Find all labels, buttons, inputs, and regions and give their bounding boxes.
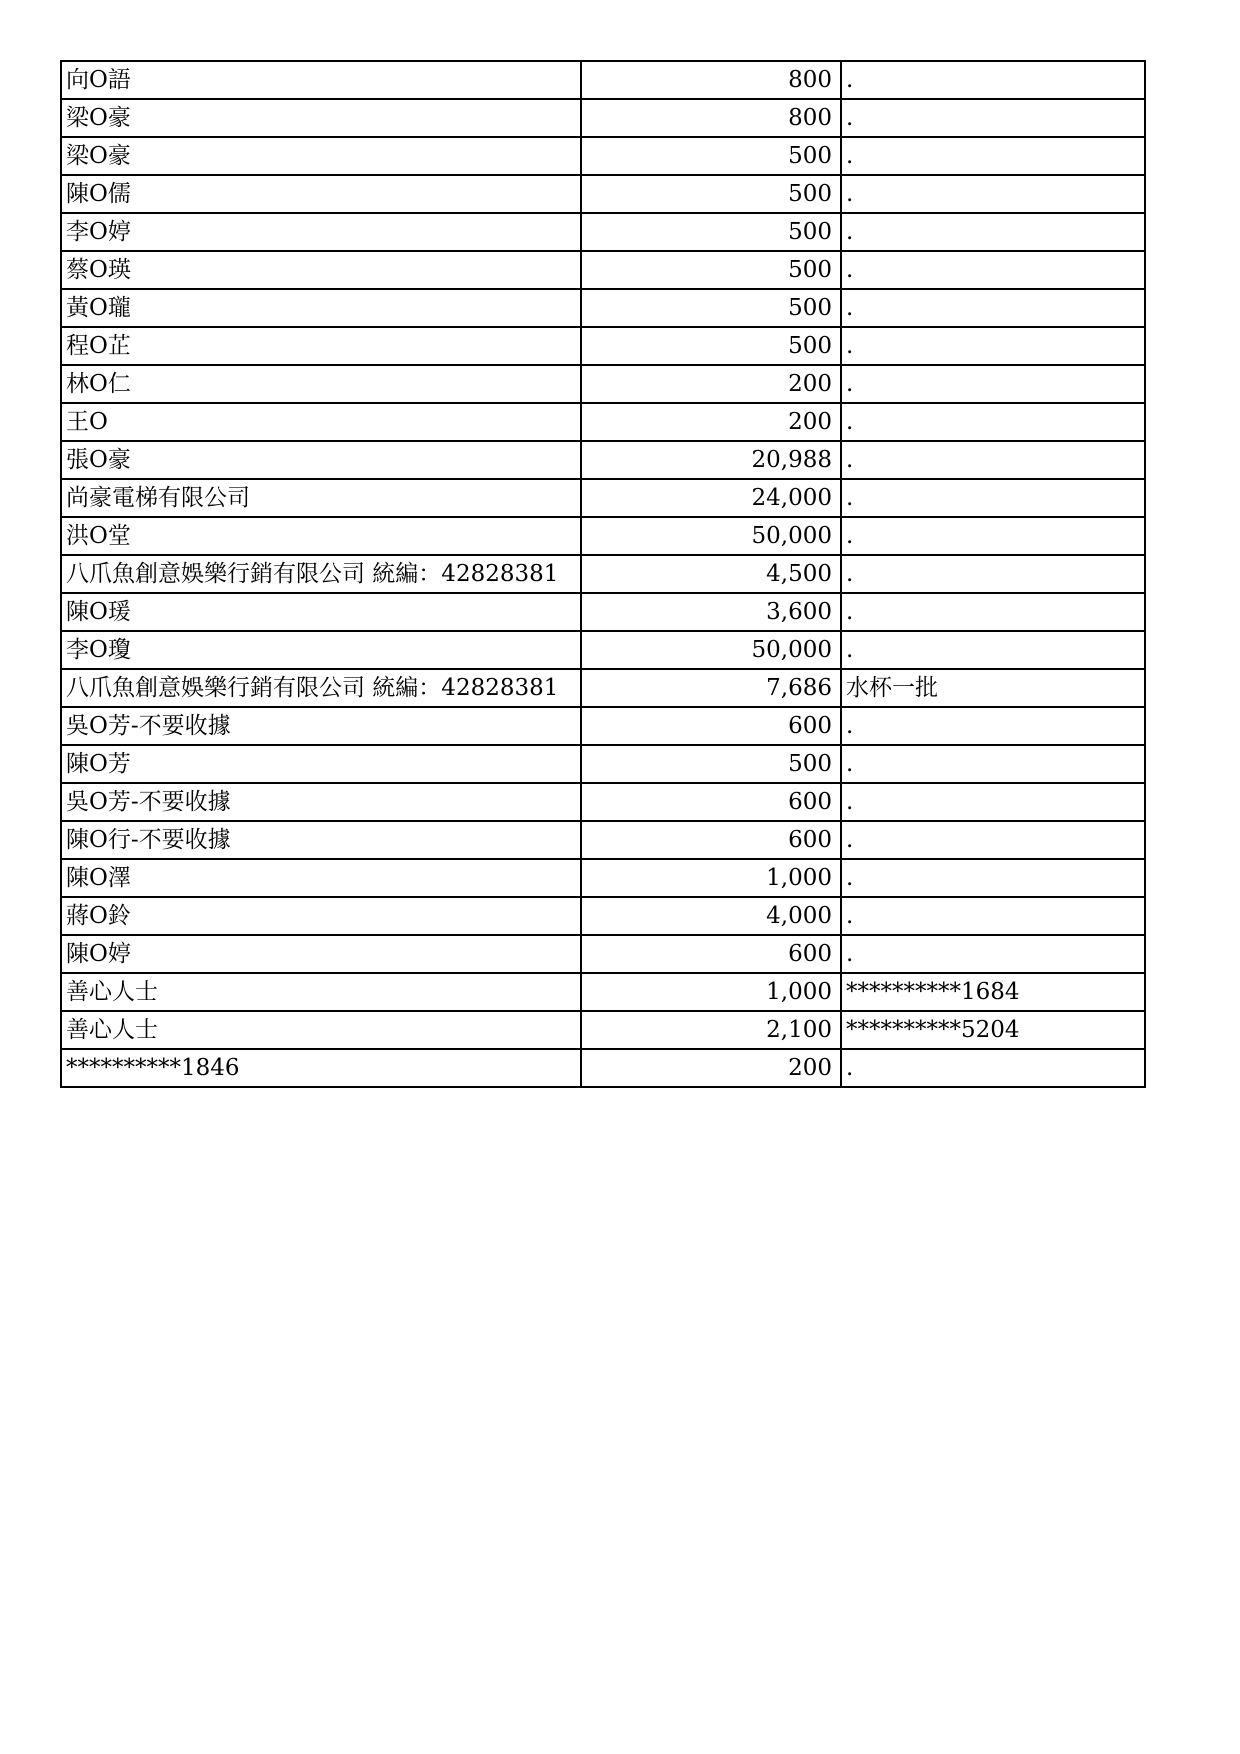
donor-name-cell: 蔡O瑛 — [61, 251, 581, 289]
donor-name-cell: 洪O堂 — [61, 517, 581, 555]
amount-cell: 600 — [581, 821, 841, 859]
note-cell: **********1684 — [841, 973, 1145, 1011]
table-row — [61, 251, 1145, 289]
note-cell: . — [841, 61, 1145, 99]
note-cell: . — [841, 1049, 1145, 1087]
table-row — [61, 935, 1145, 973]
note-cell: . — [841, 859, 1145, 897]
table-row — [61, 973, 1145, 1011]
note-cell: . — [841, 745, 1145, 783]
note-cell: . — [841, 289, 1145, 327]
donor-name-cell: 八爪魚創意娛樂行銷有限公司 統編：42828381 — [61, 555, 581, 593]
amount-cell: 3,600 — [581, 593, 841, 631]
donor-name-cell: 陳O芳 — [61, 745, 581, 783]
amount-cell: 500 — [581, 745, 841, 783]
donor-name-cell: 陳O婷 — [61, 935, 581, 973]
table-row — [61, 593, 1145, 631]
table-row — [61, 669, 1145, 707]
note-cell: . — [841, 327, 1145, 365]
donation-table-body — [61, 61, 1145, 1087]
note-cell: . — [841, 251, 1145, 289]
table-row — [61, 555, 1145, 593]
note-cell: . — [841, 783, 1145, 821]
amount-cell: 1,000 — [581, 973, 841, 1011]
donor-name-cell: 梁O豪 — [61, 137, 581, 175]
donor-name-cell: 陳O儒 — [61, 175, 581, 213]
amount-cell: 200 — [581, 365, 841, 403]
donor-name-cell: 八爪魚創意娛樂行銷有限公司 統編：42828381 — [61, 669, 581, 707]
amount-cell: 800 — [581, 61, 841, 99]
note-cell: . — [841, 441, 1145, 479]
table-row — [61, 479, 1145, 517]
table-row — [61, 365, 1145, 403]
note-cell: . — [841, 821, 1145, 859]
amount-cell: 200 — [581, 1049, 841, 1087]
amount-cell: 200 — [581, 403, 841, 441]
donor-name-cell: 尚豪電梯有限公司 — [61, 479, 581, 517]
donor-name-cell: 李O瓊 — [61, 631, 581, 669]
note-cell: . — [841, 137, 1145, 175]
donor-name-cell: 梁O豪 — [61, 99, 581, 137]
table-row — [61, 137, 1145, 175]
amount-cell: 50,000 — [581, 631, 841, 669]
table-row — [61, 403, 1145, 441]
note-cell: . — [841, 593, 1145, 631]
table-row — [61, 859, 1145, 897]
donor-name-cell: **********1846 — [61, 1049, 581, 1087]
note-cell: . — [841, 897, 1145, 935]
amount-cell: 50,000 — [581, 517, 841, 555]
note-cell: . — [841, 365, 1145, 403]
note-cell: . — [841, 213, 1145, 251]
donor-name-cell: 吳O芳-不要收據 — [61, 707, 581, 745]
note-cell: 水杯一批 — [841, 669, 1145, 707]
table-row — [61, 631, 1145, 669]
amount-cell: 1,000 — [581, 859, 841, 897]
amount-cell: 4,500 — [581, 555, 841, 593]
table-row — [61, 707, 1145, 745]
donor-name-cell: 陳O澤 — [61, 859, 581, 897]
amount-cell: 20,988 — [581, 441, 841, 479]
donor-name-cell: 王O — [61, 403, 581, 441]
donor-name-cell: 蔣O鈴 — [61, 897, 581, 935]
table-row — [61, 327, 1145, 365]
table-row — [61, 441, 1145, 479]
donor-name-cell: 陳O瑗 — [61, 593, 581, 631]
amount-cell: 800 — [581, 99, 841, 137]
donor-name-cell: 吳O芳-不要收據 — [61, 783, 581, 821]
amount-cell: 4,000 — [581, 897, 841, 935]
donor-name-cell: 張O豪 — [61, 441, 581, 479]
table-row — [61, 213, 1145, 251]
table-row — [61, 61, 1145, 99]
note-cell: . — [841, 555, 1145, 593]
donor-name-cell: 李O婷 — [61, 213, 581, 251]
donor-name-cell: 善心人士 — [61, 1011, 581, 1049]
note-cell: **********5204 — [841, 1011, 1145, 1049]
amount-cell: 500 — [581, 327, 841, 365]
donor-name-cell: 善心人士 — [61, 973, 581, 1011]
note-cell: . — [841, 935, 1145, 973]
donor-name-cell: 陳O行-不要收據 — [61, 821, 581, 859]
note-cell: . — [841, 631, 1145, 669]
amount-cell: 600 — [581, 707, 841, 745]
table-row — [61, 745, 1145, 783]
donation-ledger-page — [60, 60, 1144, 1088]
amount-cell: 500 — [581, 137, 841, 175]
table-row — [61, 1011, 1145, 1049]
amount-cell: 2,100 — [581, 1011, 841, 1049]
table-row — [61, 289, 1145, 327]
amount-cell: 500 — [581, 289, 841, 327]
donation-table — [60, 60, 1146, 1088]
amount-cell: 500 — [581, 175, 841, 213]
donor-name-cell: 林O仁 — [61, 365, 581, 403]
note-cell: . — [841, 479, 1145, 517]
note-cell: . — [841, 517, 1145, 555]
note-cell: . — [841, 403, 1145, 441]
note-cell: . — [841, 707, 1145, 745]
table-row — [61, 897, 1145, 935]
donor-name-cell: 程O芷 — [61, 327, 581, 365]
amount-cell: 500 — [581, 251, 841, 289]
amount-cell: 600 — [581, 935, 841, 973]
table-row — [61, 783, 1145, 821]
amount-cell: 600 — [581, 783, 841, 821]
note-cell: . — [841, 99, 1145, 137]
table-row — [61, 1049, 1145, 1087]
table-row — [61, 821, 1145, 859]
table-row — [61, 517, 1145, 555]
amount-cell: 7,686 — [581, 669, 841, 707]
donor-name-cell: 向O語 — [61, 61, 581, 99]
amount-cell: 24,000 — [581, 479, 841, 517]
table-row — [61, 99, 1145, 137]
amount-cell: 500 — [581, 213, 841, 251]
note-cell: . — [841, 175, 1145, 213]
table-row — [61, 175, 1145, 213]
donor-name-cell: 黃O瓏 — [61, 289, 581, 327]
